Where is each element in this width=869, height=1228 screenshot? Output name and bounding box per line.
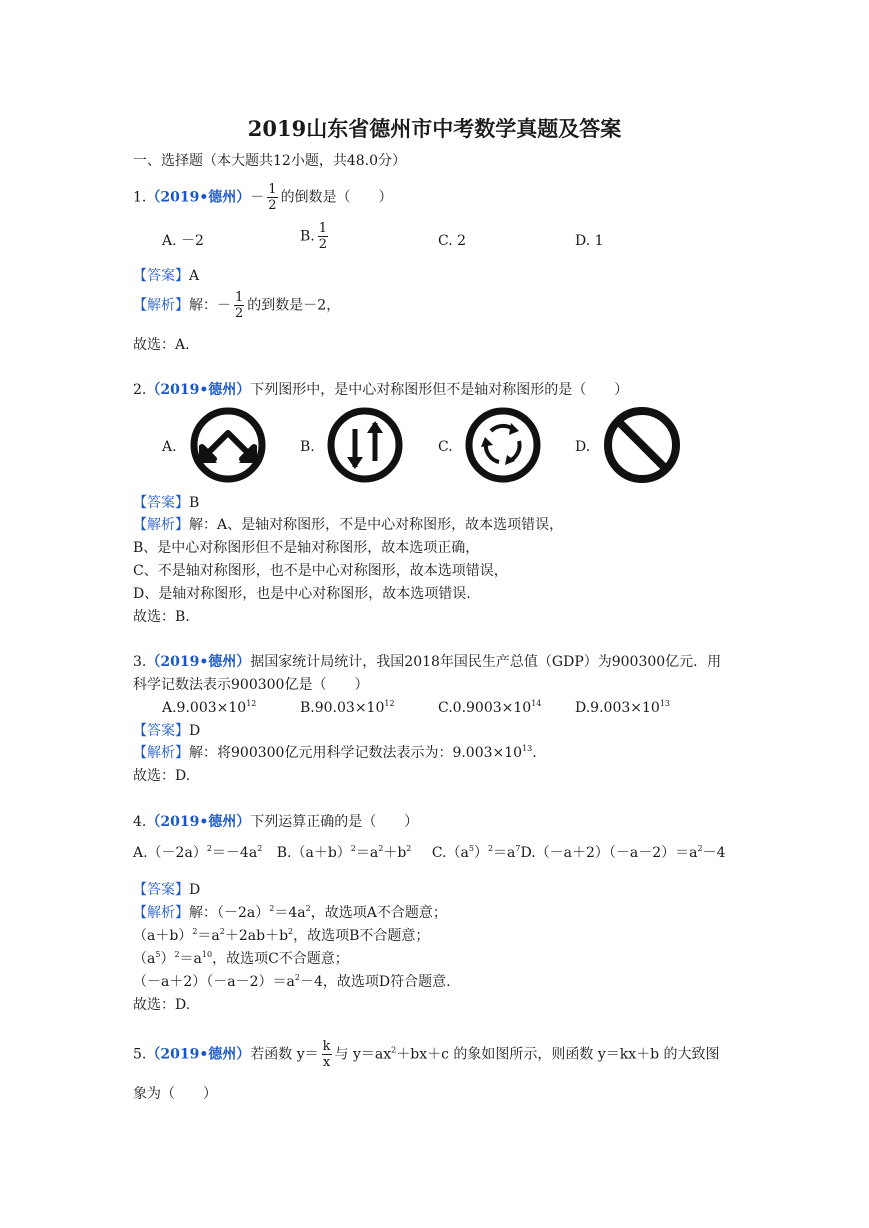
q2-analysis-line-1: 【解析】解：A、是轴对称图形，不是中心对称图形，故本选项错误， [133, 517, 564, 533]
q2-text: 下列图形中，是中心对称图形但不是轴对称图形的是（ ） [250, 382, 629, 398]
q1-number: 1. [133, 189, 147, 206]
q1-text: 的倒数是（ ） [280, 189, 393, 206]
two-way-arrows-icon [325, 405, 405, 485]
q2-answer: 【答案】B [133, 495, 200, 511]
q4-option-a: $A.(-2a)^2=-4a^2$ [133, 844, 263, 861]
q5-source: （2019•德州） [146, 1046, 251, 1063]
q2-analysis-line-4: D、是轴对称图形，也是中心对称图形，故本选项错误. [133, 586, 471, 602]
q1-analysis: 【解析】解：－ $\frac{1}{2}$ 的到数是－2， [133, 290, 341, 321]
q2-label-d: D. [575, 439, 591, 455]
q1-option-b: B. $\frac{1}{2}$ [300, 221, 328, 252]
section-heading: 一、选择题（本大题共12小题，共48.0分） [133, 153, 406, 169]
q1-option-b-fraction: $\frac{1}{2}$ [318, 221, 328, 252]
q2-analysis-line-2: B、是中心对称图形但不是轴对称图形，故本选项正确， [133, 540, 480, 556]
q2-label-a: A. [162, 439, 177, 455]
q4-conclusion: 故选：D. [133, 997, 191, 1013]
q3-conclusion: 故选：D. [133, 768, 191, 784]
q1-answer: 【答案】A [133, 268, 200, 284]
roundabout-circular-arrows-icon [463, 405, 543, 485]
q4-option-d: $D.(-a+2)(-a-2)=a^2-4$ [520, 844, 726, 861]
q1-option-d: D. 1 [575, 233, 604, 249]
q4-analysis-line-4: $(-a+2)(-a-2)=a^2-4$，故选项D符合题意. [133, 973, 451, 990]
q4-option-c: $C.(a^5)^2=a^7$ [431, 844, 521, 861]
q4-analysis-line-1: 【解析】解：$(-2a)^2=4a^2$，故选项A不合题意； [133, 904, 447, 921]
q3-option-d: $D.9.003\times 10^{13}$ [575, 699, 670, 716]
roundabout-arrows-down-icon [188, 405, 268, 485]
question-5-line-1: 5.（2019•德州）若函数 y＝ $\frac{k}{x}$ 与 $y=ax^2+bx+c$ 的象如图所示，则函数 y＝kx＋b 的大致图 [133, 1039, 720, 1070]
question-2: 2.（2019•德州）下列图形中，是中心对称图形但不是轴对称图形的是（ ） [133, 382, 629, 398]
question-5-line-2: 象为（ ） [133, 1086, 217, 1102]
question-4: 4.（2019•德州）下列运算正确的是（ ） [133, 814, 419, 830]
q3-option-a: $A.9.003\times 10^{12}$ [162, 699, 257, 716]
q3-source: （2019•德州） [146, 654, 251, 670]
q3-answer: 【答案】D [133, 723, 201, 739]
q3-option-b: $B.90.03\times 10^{12}$ [300, 699, 395, 716]
q3-option-c: $C.0.9003\times 10^{14}$ [438, 699, 542, 716]
prohibition-sign-icon [602, 405, 682, 485]
page-title: 2019山东省德州市中考数学真题及答案 [247, 116, 622, 141]
q2-conclusion: 故选：B. [133, 609, 190, 625]
question-3-line-1: 3.（2019•德州）据国家统计局统计，我国2018年国民生产总值（GDP）为900300亿元．用 [133, 654, 722, 670]
q1-option-a: A. －2 [162, 233, 204, 249]
q1-prefix: － [250, 189, 265, 206]
question-1 [133, 183, 393, 212]
q5-fraction: $\frac{k}{x}$ [322, 1039, 331, 1070]
q4-source: （2019•德州） [146, 814, 251, 830]
q2-label-b: B. [300, 439, 315, 455]
q3-analysis: 【解析】解：将900300亿元用科学记数法表示为：$9.003\times 10^{13}$. [133, 744, 537, 761]
q1-fraction: $\frac{1}{2}$ [268, 182, 277, 213]
q1-analysis-fraction: $\frac{1}{2}$ [235, 290, 244, 321]
q1-option-c: C. 2 [438, 233, 467, 249]
q4-options [133, 846, 726, 860]
q4-analysis-line-2: $(a+b)^2=a^2+2ab+b^2$，故选项B不合题意； [133, 927, 430, 944]
q2-analysis-line-3: C、不是轴对称图形，也不是中心对称图形，故本选项错误， [133, 563, 508, 579]
q2-source: （2019•德州） [146, 382, 251, 398]
q1-conclusion: 故选：A. [133, 337, 190, 353]
q4-option-b: $B.(a+b)^2=a^2+b^2$ [276, 844, 412, 861]
q1-source: （2019•德州） [146, 189, 251, 206]
q2-label-c: C. [438, 439, 453, 455]
question-3-line-2: 科学记数法表示900300亿是（ ） [133, 677, 369, 693]
q4-answer: 【答案】D [133, 882, 201, 898]
q4-analysis-line-3: $(a^5)^2=a^{10}$，故选项C不合题意； [133, 950, 349, 967]
